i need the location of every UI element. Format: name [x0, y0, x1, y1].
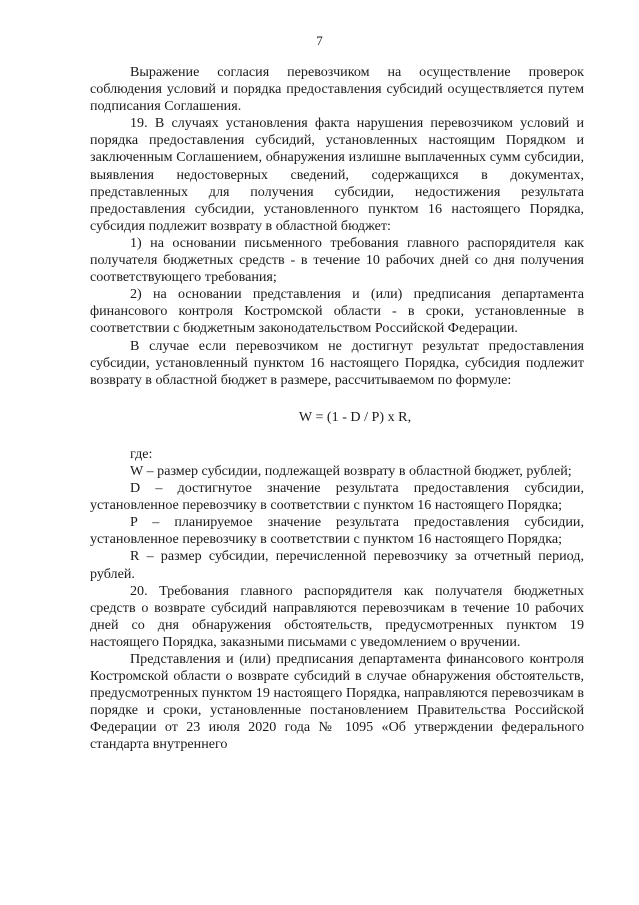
definition-d: D – достигнутое значение результата предоставления субсидии, установленное перевозчику в соответствии с пунктом 16 настоящего Порядка; — [90, 480, 584, 514]
definition-w: W – размер субсидии, подлежащей возврату в областной бюджет, рублей; — [130, 462, 572, 479]
paragraph-where: где: — [130, 445, 153, 462]
page-number: 7 — [316, 33, 323, 48]
paragraph-item-19: 19. В случаях установления факта нарушения перевозчиком условий и порядка предоставления субсидий, установленных настоящим Порядком и заключенным Соглашением, обнаружения излишне выплаченных сумм субсидии, выявления недостоверных сведений, содержащихся в документах, представленных для получения субсидии, недостижения результата предоставления субсидии, установленного пунктом 16 настоящего Порядка, субсидия подлежит возврату в областной бюджет: — [90, 115, 584, 234]
paragraph-item-19-sub-2: 2) на основании представления и (или) предписания департамента финансового контроля Костромской области - в сроки, установленные в соответствии с бюджетным законодательством Российской Федерации. — [90, 286, 584, 337]
paragraph-financial-control: Представления и (или) предписания департамента финансового контроля Костромской области о возврате субсидий в случае обнаружения обстоятельств, предусмотренных пунктом 19 настоящего Порядка, направляются перевозчикам в порядке и сроки, установленные постановлением Правительства Российской Федерации от 23 июля 2020 года № 1095 «Об утверждении федерального стандарта внутреннего — [90, 651, 584, 753]
paragraph-result-not-achieved: В случае если перевозчиком не достигнут результат предоставления субсидии, установленный пунктом 16 настоящего Порядка, субсидия подлежит возврату в областной бюджет в размере, рассчитываемом по формуле: — [90, 337, 584, 388]
document-body — [90, 64, 584, 754]
paragraph-item-19-sub-1: 1) на основании письменного требования главного распорядителя как получателя бюджетных средств - в течение 10 рабочих дней со дня получения соответствующего требования; — [90, 234, 584, 286]
paragraph-consent: Выражение согласия перевозчиком на осуществление проверок соблюдения условий и порядка предоставления субсидий осуществляется путем подписания Соглашения. — [90, 64, 584, 115]
definition-p: P – планируемое значение результата предоставления субсидии, установленное перевозчику в соответствии с пунктом 16 настоящего Порядка; — [90, 514, 584, 548]
definition-r: R – размер субсидии, перечисленной перевозчику за отчетный период, рублей. — [90, 548, 584, 582]
paragraph-item-20: 20. Требования главного распорядителя как получателя бюджетных средств о возврате субсидий направляются перевозчикам в течение 10 рабочих дней со дня обнаружения обстоятельств, предусмотренных пунктом 19 настоящего Порядка, заказными письмами с уведомлением о вручении. — [90, 582, 584, 650]
formula: W = (1 - D / P) x R, — [298, 408, 412, 425]
